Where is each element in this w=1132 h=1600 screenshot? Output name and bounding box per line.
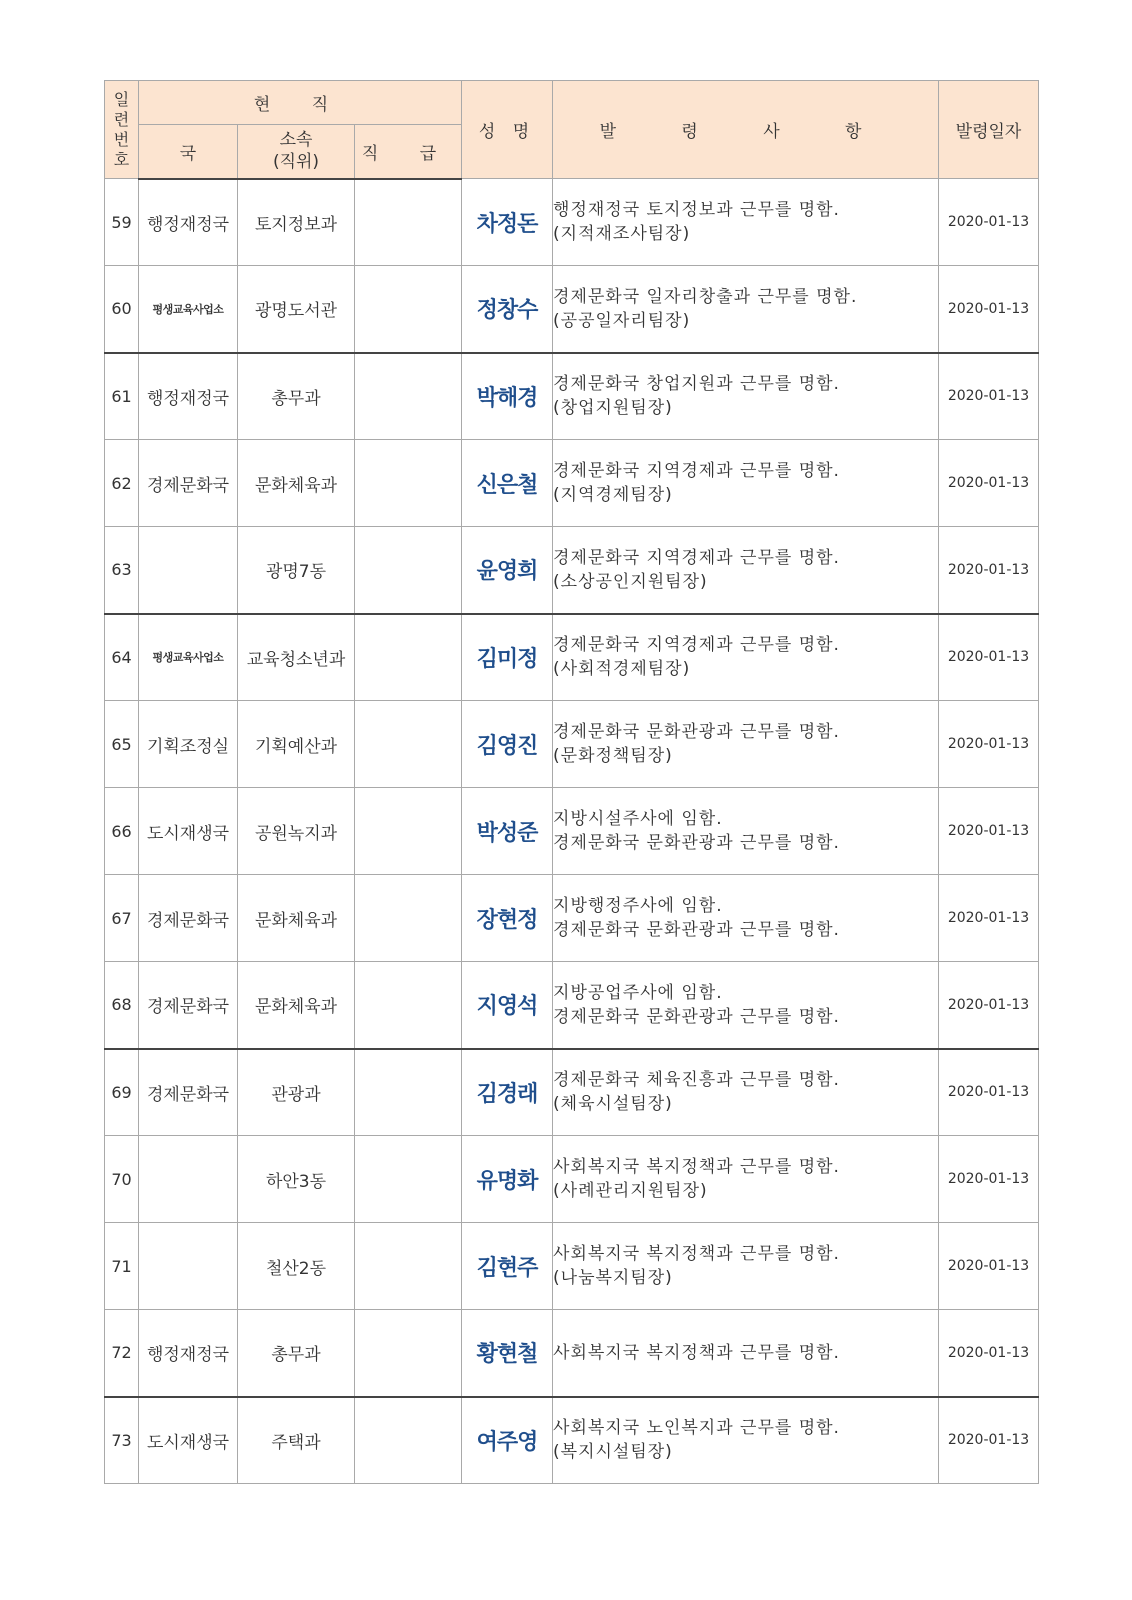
appointment-date-cell: 2020-01-13: [939, 788, 1039, 875]
detail-line-2: 경제문화국 문화관광과 근무를 명함.: [553, 833, 840, 853]
detail-line-2: (소상공인지원팀장): [553, 571, 708, 592]
table-row: [105, 1049, 1039, 1136]
detail-line-2: 경제문화국 문화관광과 근무를 명함.: [553, 1006, 840, 1027]
department-cell: 기획예산과: [238, 701, 355, 788]
department-cell: 문화체육과: [238, 875, 355, 962]
detail-line-1: 경제문화국 일자리창출과 근무를 명함.: [553, 286, 858, 307]
appointment-detail-cell: [553, 788, 939, 875]
bureau-cell: [139, 1223, 238, 1310]
table-row: [105, 440, 1039, 527]
bureau-cell: 도시재생국: [139, 788, 238, 875]
department-cell: 총무과: [238, 1310, 355, 1397]
detail-line-1: 지방행정주사에 임함.: [553, 896, 723, 916]
appointment-detail-cell: [553, 179, 939, 266]
appointment-detail-cell: [553, 1223, 939, 1310]
serial-number-cell: 64: [105, 614, 139, 701]
detail-line-2: (사례관리지원팀장): [553, 1181, 708, 1201]
appointment-detail-cell: [553, 875, 939, 962]
rank-cell: [355, 614, 462, 701]
appointment-date-cell: 2020-01-13: [939, 614, 1039, 701]
rank-cell: [355, 1049, 462, 1136]
department-cell: 문화체육과: [238, 962, 355, 1049]
bureau-cell: 행정재정국: [139, 353, 238, 440]
appointment-date-cell: 2020-01-13: [939, 1397, 1039, 1484]
appointment-date-cell: 2020-01-13: [939, 440, 1039, 527]
rank-cell: [355, 353, 462, 440]
serial-number-cell: 73: [105, 1397, 139, 1484]
appointment-date-cell: 2020-01-13: [939, 1223, 1039, 1310]
detail-line-1: 사회복지국 복지정책과 근무를 명함.: [553, 1157, 840, 1177]
bureau-cell: [139, 1136, 238, 1223]
appointment-detail-cell: [553, 1397, 939, 1484]
header-bureau: 국: [139, 125, 238, 179]
detail-line-2: (나눔복지팀장): [553, 1268, 673, 1288]
appointment-date-cell: 2020-01-13: [939, 1049, 1039, 1136]
personnel-appointment-table: [104, 80, 1039, 1484]
person-name-cell: 신은철: [462, 440, 553, 527]
appointment-detail-cell: [553, 266, 939, 353]
department-cell: 문화체육과: [238, 440, 355, 527]
detail-line-1: 경제문화국 문화관광과 근무를 명함.: [553, 722, 840, 742]
header-name: 성 명: [462, 81, 553, 179]
rank-cell: [355, 266, 462, 353]
department-cell: 총무과: [238, 353, 355, 440]
header-affiliation-label: 소속: [279, 130, 313, 151]
table-row: [105, 701, 1039, 788]
header-appointment-date: 발령일자: [939, 81, 1039, 179]
person-name-cell: 지영석: [462, 962, 553, 1049]
appointment-detail-cell: [553, 440, 939, 527]
detail-line-2: (문화정책팀장): [553, 746, 673, 766]
rank-cell: [355, 1397, 462, 1484]
rank-cell: [355, 440, 462, 527]
appointment-date-cell: 2020-01-13: [939, 1310, 1039, 1397]
table-row: [105, 875, 1039, 962]
table-row: [105, 1136, 1039, 1223]
detail-line-1: 지방시설주사에 임함.: [553, 809, 723, 829]
person-name-cell: 차정돈: [462, 179, 553, 266]
person-name-cell: 장현정: [462, 875, 553, 962]
serial-number-cell: 59: [105, 179, 139, 266]
department-cell: 주택과: [238, 1397, 355, 1484]
serial-number-cell: 69: [105, 1049, 139, 1136]
table-row: [105, 179, 1039, 266]
table-row: [105, 353, 1039, 440]
person-name-cell: 김영진: [462, 701, 553, 788]
serial-number-cell: 70: [105, 1136, 139, 1223]
bureau-cell: 경제문화국: [139, 440, 238, 527]
person-name-cell: 황현철: [462, 1310, 553, 1397]
appointment-date-cell: 2020-01-13: [939, 527, 1039, 614]
person-name-cell: 정창수: [462, 266, 553, 353]
rank-cell: [355, 179, 462, 266]
detail-line-1: 경제문화국 지역경제과 근무를 명함.: [553, 547, 840, 568]
department-cell: 공원녹지과: [238, 788, 355, 875]
department-cell: 철산2동: [238, 1223, 355, 1310]
appointment-detail-cell: [553, 1136, 939, 1223]
detail-line-1: 경제문화국 지역경제과 근무를 명함.: [553, 635, 840, 656]
department-cell: 관광과: [238, 1049, 355, 1136]
serial-number-cell: 66: [105, 788, 139, 875]
person-name-cell: 김경래: [462, 1049, 553, 1136]
appointment-date-cell: 2020-01-13: [939, 266, 1039, 353]
appointment-detail-cell: [553, 962, 939, 1049]
header-serial-number: 일련번호: [105, 81, 139, 179]
appointment-date-cell: 2020-01-13: [939, 962, 1039, 1049]
rank-cell: [355, 875, 462, 962]
department-cell: 하안3동: [238, 1136, 355, 1223]
department-cell: 광명도서관: [238, 266, 355, 353]
serial-number-cell: 63: [105, 527, 139, 614]
detail-line-1: 경제문화국 체육진흥과 근무를 명함.: [553, 1070, 840, 1091]
detail-line-2: (지역경제팀장): [553, 485, 673, 505]
serial-number-cell: 61: [105, 353, 139, 440]
header-current-post: 현 직: [139, 81, 462, 125]
detail-line-1: 경제문화국 창업지원과 근무를 명함.: [553, 374, 840, 395]
header-rank: 직 급: [355, 125, 462, 179]
appointment-date-cell: 2020-01-13: [939, 179, 1039, 266]
bureau-cell: 도시재생국: [139, 1397, 238, 1484]
rank-cell: [355, 701, 462, 788]
detail-line-1: 경제문화국 지역경제과 근무를 명함.: [553, 461, 840, 481]
table-row: [105, 1310, 1039, 1397]
person-name-cell: 김현주: [462, 1223, 553, 1310]
appointment-date-cell: 2020-01-13: [939, 353, 1039, 440]
person-name-cell: 김미정: [462, 614, 553, 701]
detail-line-1: 지방공업주사에 임함.: [553, 982, 723, 1003]
table-row: [105, 614, 1039, 701]
detail-line-2: (지적재조사팀장): [553, 224, 691, 244]
serial-number-cell: 62: [105, 440, 139, 527]
table-row: [105, 1223, 1039, 1310]
bureau-cell: 행정재정국: [139, 179, 238, 266]
detail-line-2: (복지시설팀장): [553, 1442, 673, 1463]
serial-number-cell: 72: [105, 1310, 139, 1397]
appointment-detail-cell: [553, 614, 939, 701]
table-row: [105, 266, 1039, 353]
table-row: [105, 788, 1039, 875]
bureau-cell: 평생교육사업소: [139, 614, 238, 701]
person-name-cell: 유명화: [462, 1136, 553, 1223]
bureau-cell: 경제문화국: [139, 1049, 238, 1136]
appointment-detail-cell: [553, 527, 939, 614]
serial-number-cell: 65: [105, 701, 139, 788]
detail-line-1: 행정재정국 토지정보과 근무를 명함.: [553, 200, 840, 220]
table-body: [105, 179, 1039, 1484]
bureau-cell: 기획조정실: [139, 701, 238, 788]
header-appointment-details: 발 령 사 항: [553, 81, 939, 179]
department-cell: 교육청소년과: [238, 614, 355, 701]
bureau-cell: 경제문화국: [139, 875, 238, 962]
detail-line-1: 사회복지국 복지정책과 근무를 명함.: [553, 1244, 840, 1264]
table-row: [105, 527, 1039, 614]
appointment-date-cell: 2020-01-13: [939, 1136, 1039, 1223]
rank-cell: [355, 788, 462, 875]
appointment-date-cell: 2020-01-13: [939, 701, 1039, 788]
serial-number-cell: 67: [105, 875, 139, 962]
detail-line-1: 사회복지국 복지정책과 근무를 명함.: [553, 1342, 840, 1363]
detail-line-2: (사회적경제팀장): [553, 659, 691, 680]
person-name-cell: 윤영희: [462, 527, 553, 614]
table-row: [105, 1397, 1039, 1484]
appointment-detail-cell: [553, 1049, 939, 1136]
table-header: [105, 81, 1039, 179]
appointment-date-cell: 2020-01-13: [939, 875, 1039, 962]
header-affiliation: [238, 125, 355, 179]
person-name-cell: 박성준: [462, 788, 553, 875]
bureau-cell: 평생교육사업소: [139, 266, 238, 353]
serial-number-cell: 60: [105, 266, 139, 353]
department-cell: 광명7동: [238, 527, 355, 614]
department-cell: 토지정보과: [238, 179, 355, 266]
person-name-cell: 여주영: [462, 1397, 553, 1484]
appointment-detail-cell: [553, 701, 939, 788]
header-position-label: (직위): [272, 152, 320, 173]
rank-cell: [355, 1223, 462, 1310]
rank-cell: [355, 1310, 462, 1397]
rank-cell: [355, 962, 462, 1049]
detail-line-2: 경제문화국 문화관광과 근무를 명함.: [553, 920, 840, 940]
bureau-cell: 행정재정국: [139, 1310, 238, 1397]
appointment-detail-cell: [553, 353, 939, 440]
person-name-cell: 박해경: [462, 353, 553, 440]
bureau-cell: 경제문화국: [139, 962, 238, 1049]
rank-cell: [355, 527, 462, 614]
rank-cell: [355, 1136, 462, 1223]
serial-number-cell: 68: [105, 962, 139, 1049]
bureau-cell: [139, 527, 238, 614]
detail-line-2: (창업지원팀장): [553, 398, 673, 419]
detail-line-2: (체육시설팀장): [553, 1094, 673, 1115]
table-row: [105, 962, 1039, 1049]
appointment-detail-cell: [553, 1310, 939, 1397]
detail-line-2: (공공일자리팀장): [553, 310, 691, 331]
serial-number-cell: 71: [105, 1223, 139, 1310]
detail-line-1: 사회복지국 노인복지과 근무를 명함.: [553, 1418, 840, 1439]
